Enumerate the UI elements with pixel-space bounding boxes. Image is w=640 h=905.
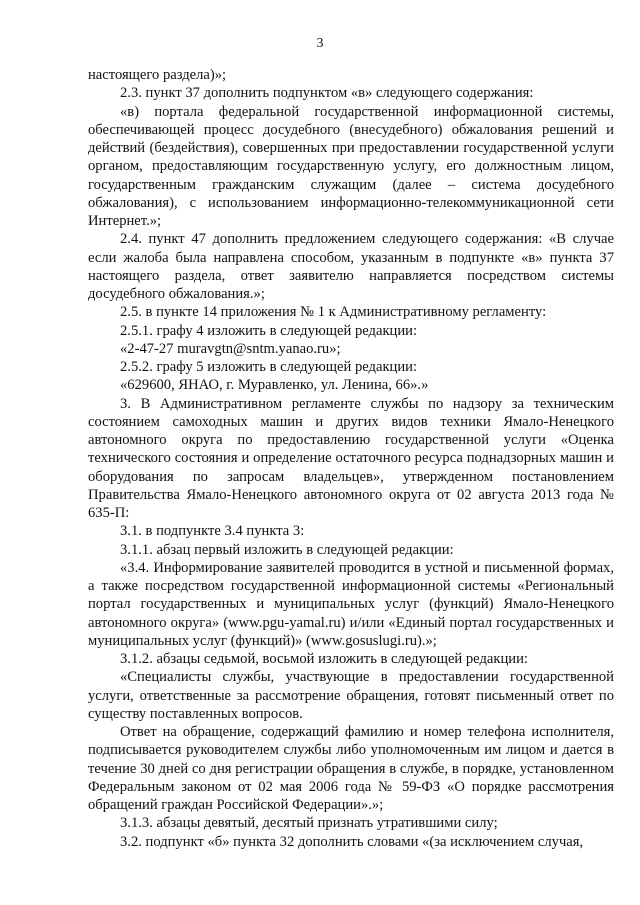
paragraph: «Специалисты службы, участвующие в предоставлении государственной услуги, ответственные за рассмотрение обращения, готовят письменный ответ по существу поставленных вопросов. [88, 669, 614, 722]
paragraph: 3.1.3. абзацы девятый, десятый признать утратившими силу; [120, 815, 498, 832]
paragraph: 3. В Административном регламенте службы по надзору за техническим состоянием самоходных машин и других видов техники Ямало-Ненецкого автономного округа по предоставлению государственной услуги «Оценка технического состояния и определение остаточного ресурса поднадзорных машин и оборудования по запросам владельцев», утвержденном постановлением Правительства Ямало-Ненецкого автономного округа от 02 августа 2013 года № 635-П: [88, 395, 614, 521]
paragraph: 2.5.1. графу 4 изложить в следующей редакции: [120, 322, 418, 339]
paragraph: 2.5.2. графу 5 изложить в следующей редакции: [120, 359, 418, 375]
paragraph: настоящего раздела)»; [88, 67, 227, 83]
paragraph: 2.4. пункт 47 дополнить предложением следующего содержания: «В случае если жалоба была направлена способом, указанным в подпункте «в» пункта 37 настоящего раздела, ответ заявителю направляется посредством системы досудебного обжалования.»; [88, 231, 614, 302]
paragraph: 3.1.2. абзацы седьмой, восьмой изложить в следующей редакции: [120, 651, 528, 667]
paragraph: «3.4. Информирование заявителей проводится в устной и письменной формах, а также посредством государственной информационной системы «Региональный портал государственных и муниципальных услуг (функций) Ямало-Ненецкого автономного округа» (www.pgu-yamal.ru) и/или «Единый портал государственных и муниципальных услуг (функций)» (www.gosuslugi.ru).»; [88, 559, 614, 649]
paragraph: 3.1.1. абзац первый изложить в следующей редакции: [120, 541, 454, 558]
document-body [88, 66, 614, 851]
paragraph: «в) портала федеральной государственной информационной системы, обеспечивающей процесс досудебного (внесудебного) обжалования решений и действий (бездействия), совершенных при предоставлении государственной услуги органом, предоставляющим государственную услугу, его должностным лицом, государственным гражданским служащим (далее – система досудебного обжалования), с использованием информационно-телекоммуникационной сети Интернет.»; [88, 103, 614, 229]
paragraph: 3.1. в подпункте 3.4 пункта 3: [120, 523, 305, 540]
paragraph: «2-47-27 muravgtn@sntm.yanao.ru»; [120, 340, 341, 357]
paragraph: Ответ на обращение, содержащий фамилию и номер телефона исполнителя, подписывается руководителем службы либо уполномоченным им лицом и дается в течение 30 дней со дня регистрации обращения в службе, в порядке, установленном Федеральным законом от 02 мая 2006 года № 59-ФЗ «О порядке рассмотрения обращений граждан Российской Федерации».»; [88, 724, 614, 813]
page-number: 3 [316, 36, 324, 51]
paragraph: 3.2. подпункт «б» пункта 32 дополнить словами «(за исключением случая, [120, 833, 584, 850]
paragraph: 2.3. пункт 37 дополнить подпунктом «в» следующего содержания: [120, 85, 534, 102]
paragraph: «629600, ЯНАО, г. Муравленко, ул. Ленина, 66».» [120, 377, 429, 394]
paragraph: 2.5. в пункте 14 приложения № 1 к Административному регламенту: [120, 304, 547, 321]
